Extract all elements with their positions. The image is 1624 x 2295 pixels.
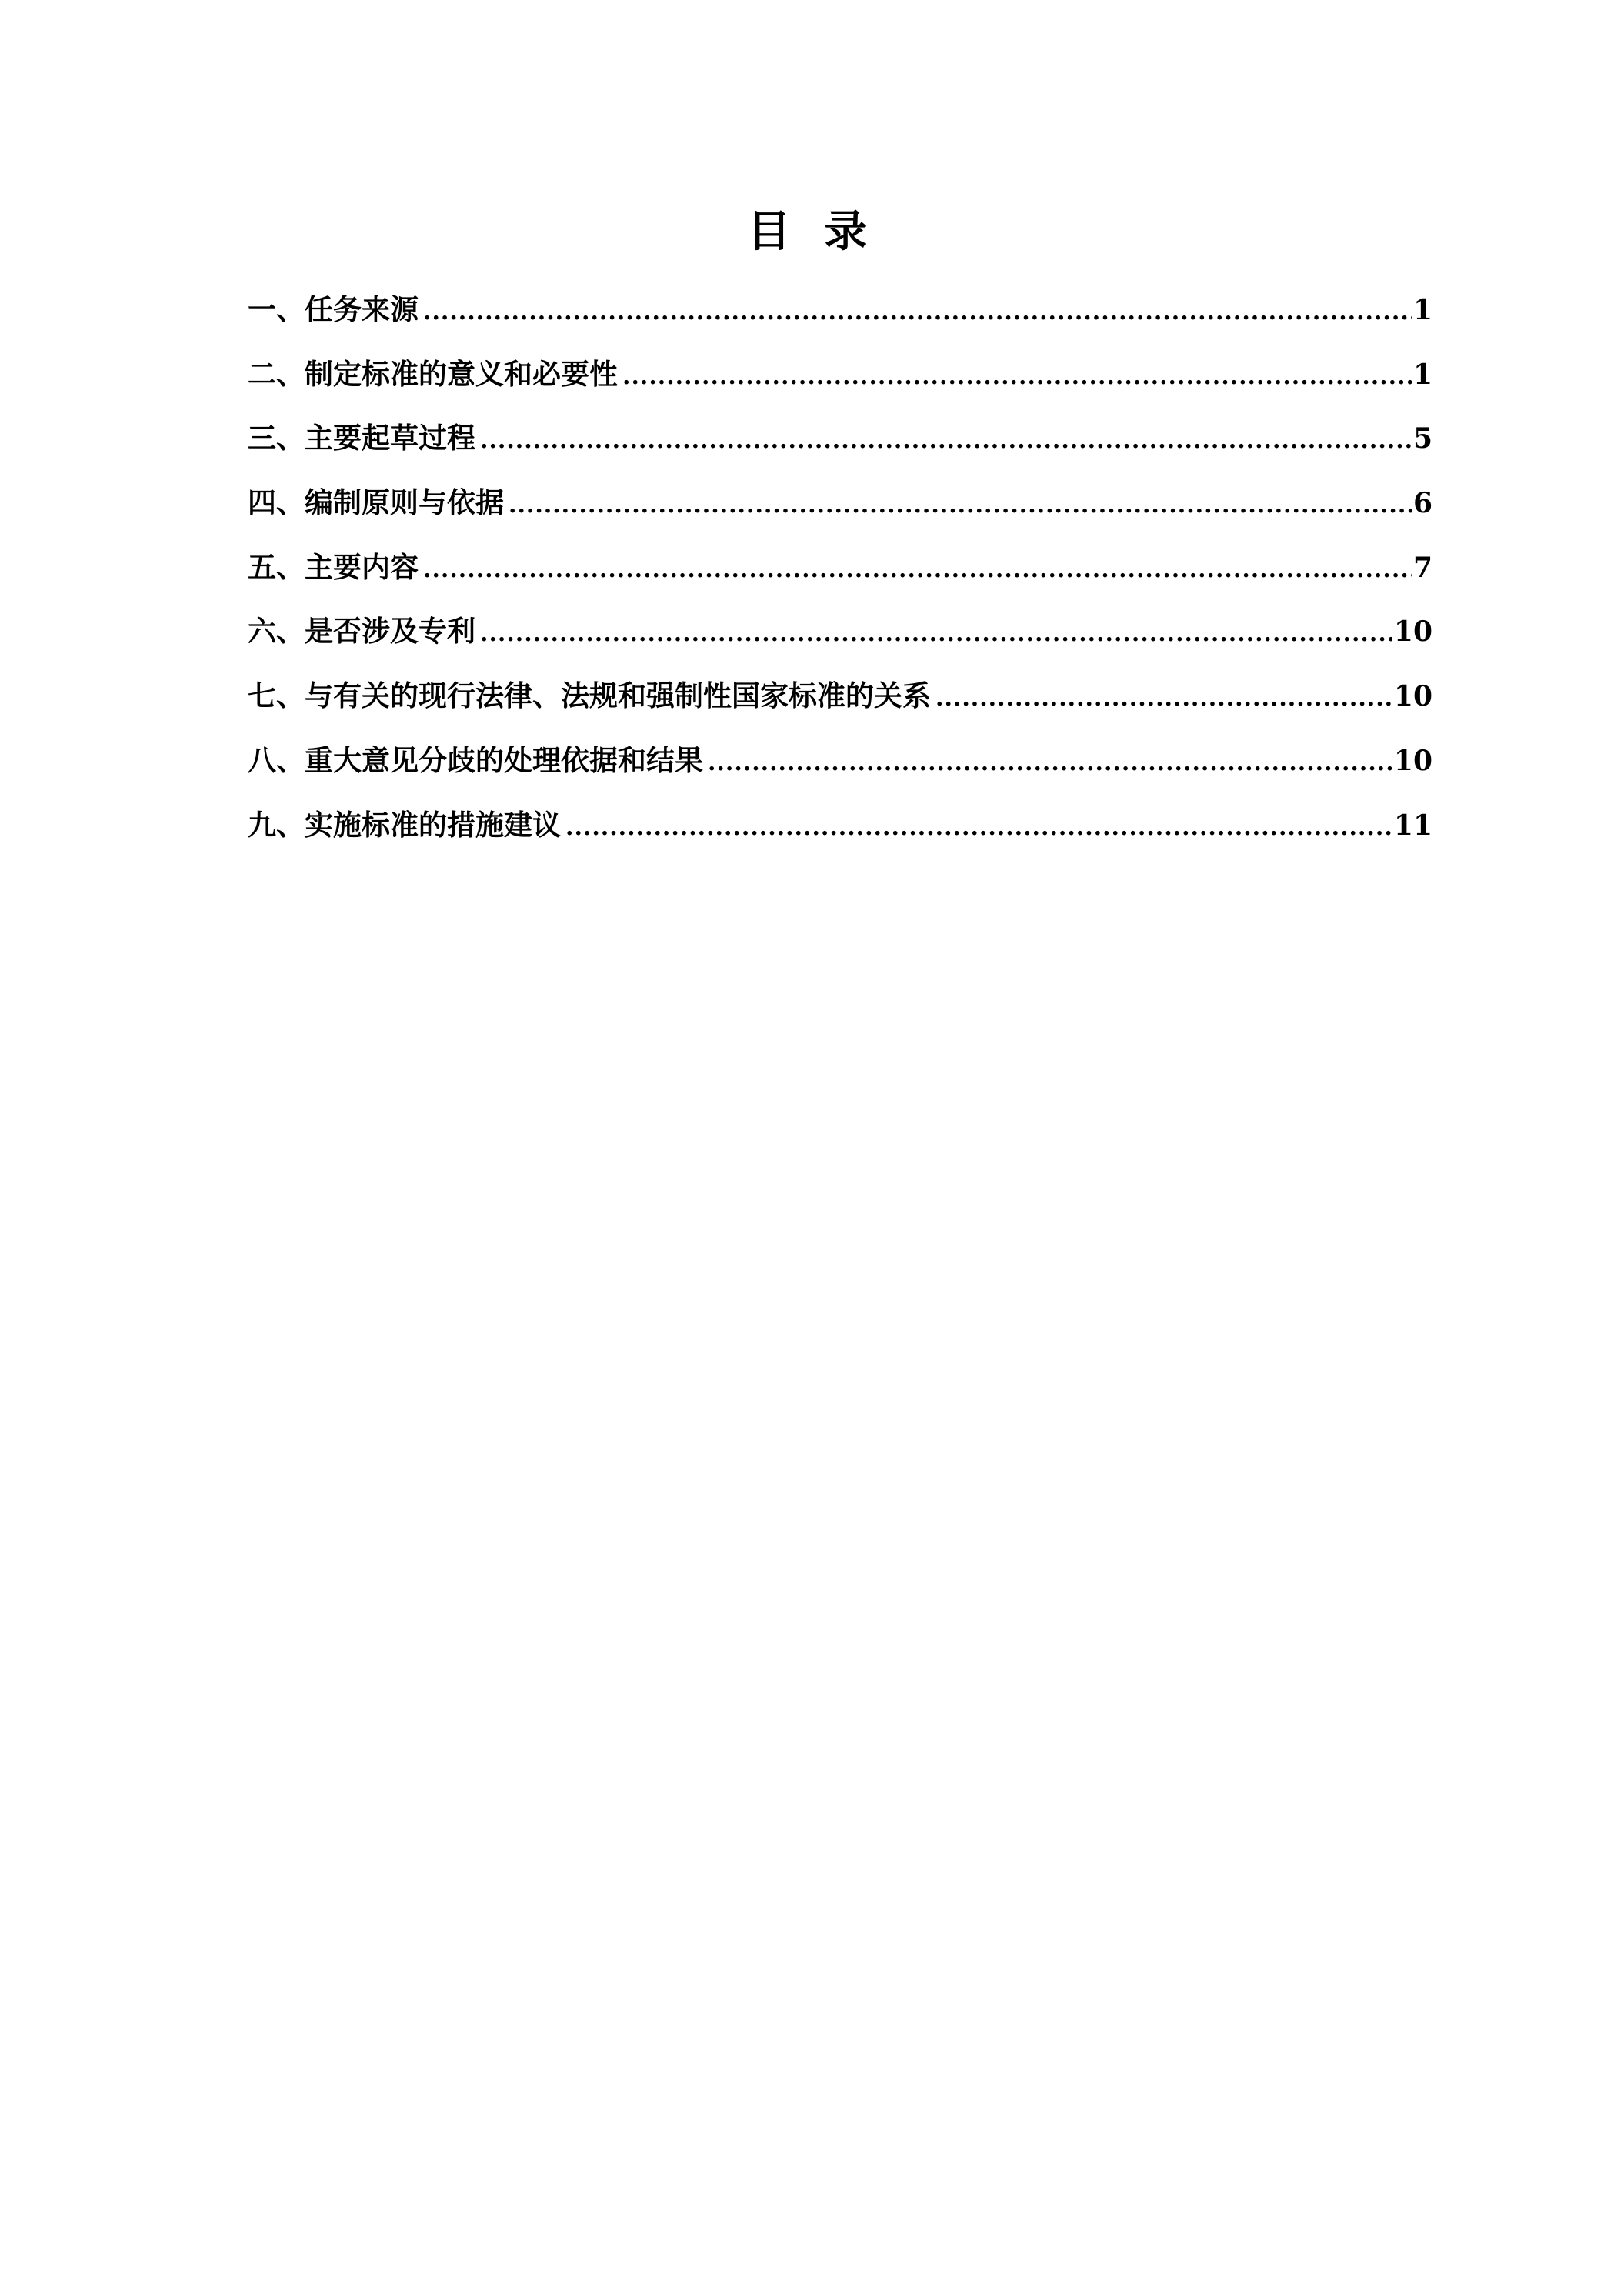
toc-page-number: 5 xyxy=(1412,422,1432,455)
toc-entry-label: 六、是否涉及专利 xyxy=(248,615,475,649)
toc-dot-leader xyxy=(480,620,1392,647)
toc-entry-9[interactable] xyxy=(248,802,1432,866)
toc-dot-leader xyxy=(565,814,1392,841)
toc-entry-label: 二、制定标准的意义和必要性 xyxy=(248,357,618,391)
toc-entry-6[interactable] xyxy=(248,608,1432,672)
toc-entry-label: 七、与有关的现行法律、法规和强制性国家标准的关系 xyxy=(248,679,931,713)
toc-entry-1[interactable] xyxy=(248,286,1432,351)
toc-page-number: 10 xyxy=(1393,744,1432,777)
toc-entry-8[interactable] xyxy=(248,737,1432,802)
toc-dot-leader xyxy=(935,685,1392,712)
toc-dot-leader xyxy=(423,556,1412,583)
toc-dot-leader xyxy=(708,749,1392,776)
page-title: 目 录 xyxy=(747,207,877,257)
toc-entry-2[interactable] xyxy=(248,351,1432,415)
toc-entry-7[interactable] xyxy=(248,672,1432,737)
toc-page-number: 1 xyxy=(1412,358,1432,391)
toc-page-number: 7 xyxy=(1412,551,1432,584)
toc-page-number: 1 xyxy=(1412,294,1432,326)
toc-page-number: 10 xyxy=(1393,680,1432,713)
toc-page-number: 10 xyxy=(1393,615,1432,649)
toc-page-number: 11 xyxy=(1393,809,1432,842)
table-of-contents xyxy=(248,286,1432,866)
toc-entry-label: 一、任务来源 xyxy=(248,293,419,326)
toc-entry-label: 四、编制原则与依据 xyxy=(248,486,504,520)
toc-dot-leader xyxy=(509,492,1412,519)
toc-entry-4[interactable] xyxy=(248,479,1432,544)
toc-entry-label: 九、实施标准的措施建议 xyxy=(248,808,561,842)
toc-entry-3[interactable] xyxy=(248,415,1432,479)
toc-entry-label: 八、重大意见分歧的处理依据和结果 xyxy=(248,743,703,777)
toc-dot-leader xyxy=(423,299,1412,325)
toc-entry-label: 三、主要起草过程 xyxy=(248,422,475,455)
toc-entry-label: 五、主要内容 xyxy=(248,550,419,584)
toc-dot-leader xyxy=(622,363,1412,390)
toc-entry-5[interactable] xyxy=(248,544,1432,609)
toc-page-number: 6 xyxy=(1412,487,1432,520)
toc-dot-leader xyxy=(480,427,1412,454)
